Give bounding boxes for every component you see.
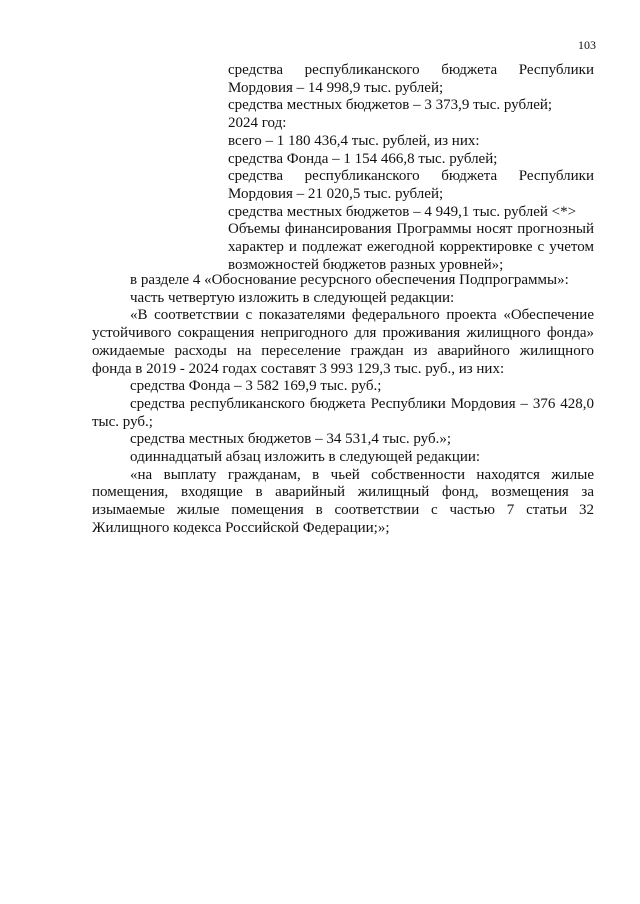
- body-paragraph: средства республиканского бюджета Республики Мордовия – 376 428,0 тыс. руб.;: [92, 395, 594, 430]
- body-text: [92, 272, 594, 538]
- inset-paragraph: средства местных бюджетов – 4 949,1 тыс. рублей <*>: [228, 203, 577, 220]
- financing-block: [228, 62, 594, 274]
- inset-paragraph: средства республиканского бюджета Республики Мордовия – 14 998,9 тыс. рублей;: [228, 62, 594, 96]
- inset-paragraph: всего – 1 180 436,4 тыс. рублей, из них:: [228, 132, 480, 149]
- body-paragraph: «на выплату гражданам, в чьей собственности находятся жилые помещения, входящие в аварийный жилищный фонд, возмещения за изымаемые жилые помещения в соответствии с частью 7 статьи 32 Жилищного кодекса Российской Федерации;»;: [92, 466, 594, 536]
- body-paragraph: в разделе 4 «Обоснование ресурсного обеспечения Подпрограммы»:: [130, 272, 569, 288]
- inset-paragraph: 2024 год:: [228, 115, 287, 132]
- page-number: 103: [578, 38, 596, 52]
- body-paragraph: «В соответствии с показателями федерального проекта «Обеспечение устойчивого сокращения непригодного для проживания жилищного фонда» ожидаемые расходы на переселение граждан из аварийного жилищного фонда в 2019 - 2024 годах составят 3 993 129,3 тыс. руб., из них:: [92, 307, 594, 377]
- inset-paragraph: Объемы финансирования Программы носят прогнозный характер и подлежат ежегодной корректировке с учетом возможностей бюджетов разных уровней»;: [228, 221, 594, 273]
- inset-paragraph: средства Фонда – 1 154 466,8 тыс. рублей;: [228, 150, 498, 167]
- body-paragraph: средства Фонда – 3 582 169,9 тыс. руб.;: [130, 378, 382, 395]
- inset-paragraph: средства местных бюджетов – 3 373,9 тыс. рублей;: [228, 97, 553, 114]
- inset-paragraph: средства республиканского бюджета Республики Мордовия – 21 020,5 тыс. рублей;: [228, 168, 594, 202]
- body-paragraph: часть четвертую изложить в следующей редакции:: [130, 289, 455, 306]
- body-paragraph: средства местных бюджетов – 34 531,4 тыс. руб.»;: [130, 431, 452, 448]
- body-paragraph: одиннадцатый абзац изложить в следующей редакции:: [130, 449, 481, 466]
